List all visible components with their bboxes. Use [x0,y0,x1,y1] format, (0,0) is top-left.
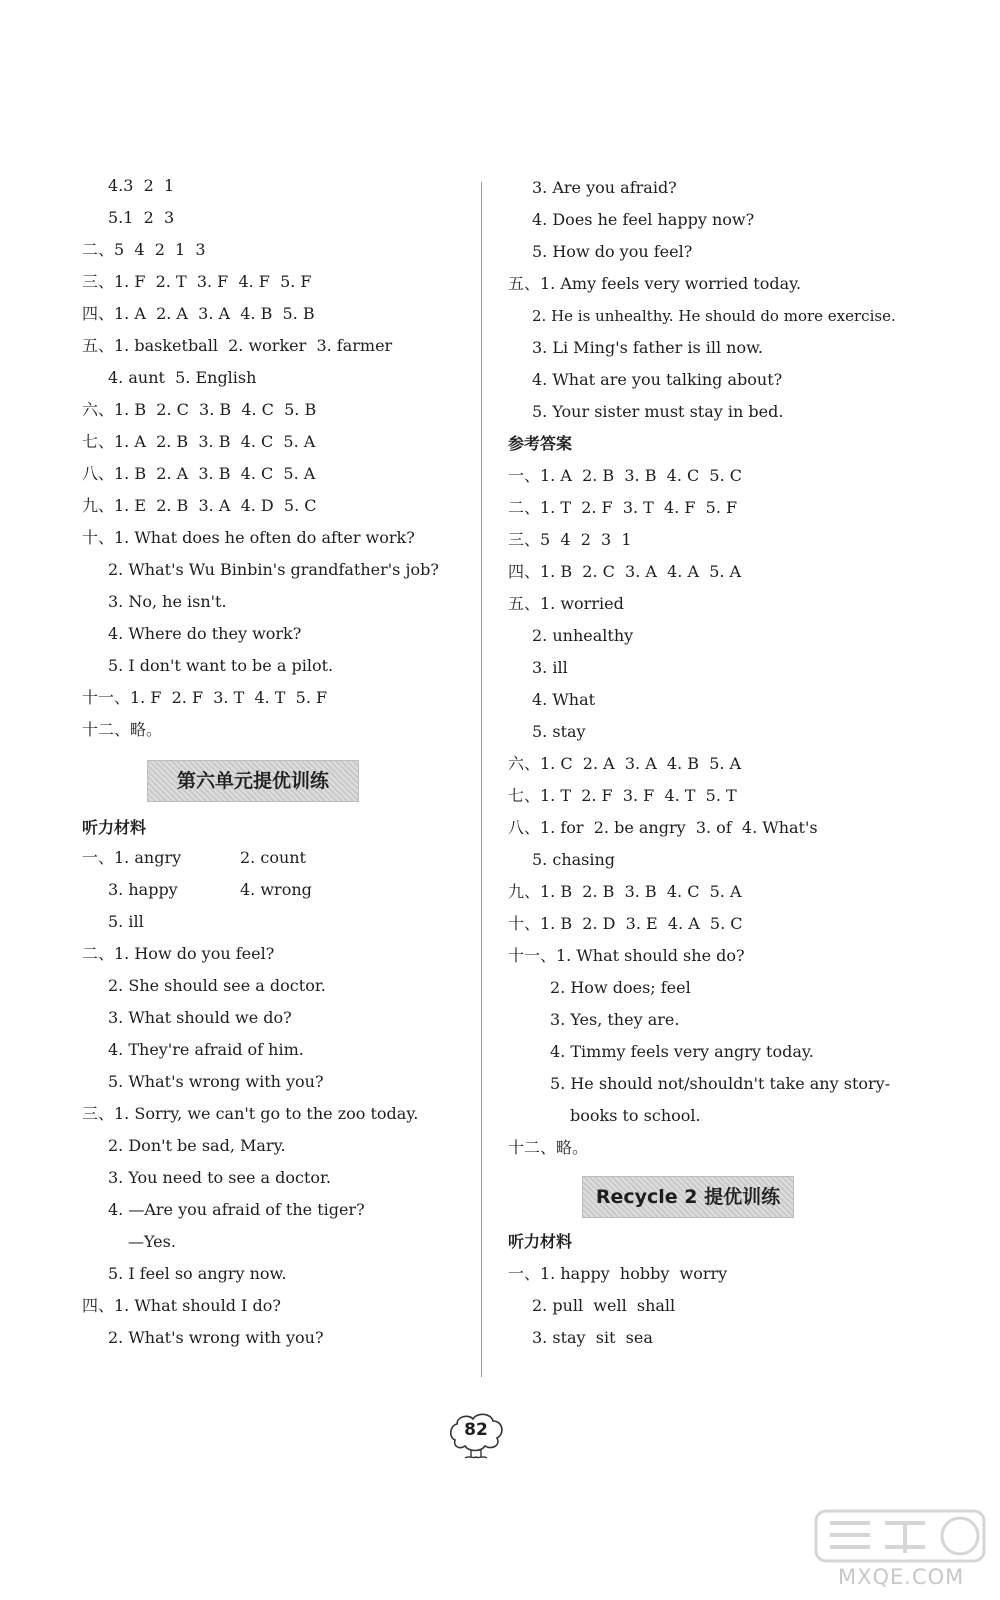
answer-line: 3. No, he isn't. [108,592,227,611]
answer-line: 5. I feel so angry now. [108,1264,287,1283]
answer-line: 2. What's Wu Binbin's grandfather's job? [108,560,439,579]
answer-line: 3. What should we do? [108,1008,292,1027]
answer-line: 六、1. B 2. C 3. B 4. C 5. B [82,400,317,419]
answer-line: 4. Does he feel happy now? [532,210,755,229]
answer-line: 2. He is unhealthy. He should do more exercise. [532,307,896,325]
answer-line: 九、1. E 2. B 3. A 4. D 5. C [82,496,317,515]
answer-line: 六、1. C 2. A 3. A 4. B 5. A [508,754,742,773]
answer-line: 5. How do you feel? [532,242,693,261]
answer-line: 三、5 4 2 3 1 [508,530,632,549]
answer-line: 八、1. for 2. be angry 3. of 4. What's [508,818,818,837]
answer-line: 5.1 2 3 [108,208,175,227]
answer-line: books to school. [570,1106,701,1125]
answer-line: 十二、略。 [508,1138,589,1157]
answer-line: 三、1. Sorry, we can't go to the zoo today. [82,1104,419,1123]
answer-line: 四、1. A 2. A 3. A 4. B 5. B [82,304,315,323]
answer-line: 5. Your sister must stay in bed. [532,402,784,421]
answer-line: 5. ill [108,912,144,931]
answer-line: 七、1. A 2. B 3. B 4. C 5. A [82,432,316,451]
answer-line: 3. Are you afraid? [532,178,677,197]
answer-line: 2. Don't be sad, Mary. [108,1136,286,1155]
answer-line: 2. How does; feel [550,978,691,997]
answer-line: 2. pull well shall [532,1296,676,1315]
answer-line: 十二、略。 [82,720,163,739]
answer-line: 4. What are you talking about? [532,370,783,389]
answer-line: 七、1. T 2. F 3. F 4. T 5. T [508,786,737,805]
answer-line: 4. Where do they work? [108,624,302,643]
watermark-text: MXQE.COM [838,1565,965,1589]
answer-line: 4. —Are you afraid of the tiger? [108,1200,365,1219]
section-heading: 听力材料 [508,1232,573,1251]
answer-line: 2. count [240,848,306,867]
answer-line: 5. chasing [532,850,616,869]
answer-line: 3. stay sit sea [532,1328,653,1347]
section-banner: 第六单元提优训练 [147,760,359,802]
column-divider [481,182,482,1377]
answer-line: 十、1. B 2. D 3. E 4. A 5. C [508,914,743,933]
section-banner: Recycle 2 提优训练 [582,1176,794,1218]
answer-line: 一、1. angry [82,848,182,867]
answer-line: 3. Li Ming's father is ill now. [532,338,763,357]
answer-line: 5. stay [532,722,586,741]
answer-line: 4. wrong [240,880,312,899]
answer-line: 二、1. T 2. F 3. T 4. F 5. F [508,498,738,517]
answer-line: 4. What [532,690,596,709]
answer-line: 3. happy [108,880,178,899]
answer-line: 一、1. A 2. B 3. B 4. C 5. C [508,466,743,485]
answer-line: 五、1. worried [508,594,624,613]
answer-line: 5. He should not/shouldn't take any story- [550,1074,891,1093]
answer-line: 5. What's wrong with you? [108,1072,324,1091]
answer-line: 十、1. What does he often do after work? [82,528,415,547]
answer-line: 4. They're afraid of him. [108,1040,304,1059]
answer-line: 五、1. Amy feels very worried today. [508,274,802,293]
answer-line: 三、1. F 2. T 3. F 4. F 5. F [82,272,312,291]
answer-line: 四、1. B 2. C 3. A 4. A 5. A [508,562,742,581]
page-number: 82 [464,1420,488,1440]
answer-line: 3. ill [532,658,568,677]
answer-line: 2. What's wrong with you? [108,1328,324,1347]
section-heading: 参考答案 [508,434,573,453]
answer-line: 3. Yes, they are. [550,1010,680,1029]
answer-line: 4. Timmy feels very angry today. [550,1042,814,1061]
answer-line: —Yes. [128,1232,176,1251]
answer-line: 4.3 2 1 [108,176,175,195]
answer-line: 五、1. basketball 2. worker 3. farmer [82,336,393,355]
answer-line: 2. She should see a doctor. [108,976,326,995]
answer-line: 九、1. B 2. B 3. B 4. C 5. A [508,882,742,901]
answer-line: 5. I don't want to be a pilot. [108,656,334,675]
section-heading: 听力材料 [82,818,147,837]
answer-line: 4. aunt 5. English [108,368,257,387]
answer-line: 十一、1. What should she do? [508,946,745,965]
answer-line: 3. You need to see a doctor. [108,1168,331,1187]
answer-line: 四、1. What should I do? [82,1296,281,1315]
answer-line: 二、1. How do you feel? [82,944,275,963]
answer-line: 二、5 4 2 1 3 [82,240,206,259]
answer-line: 一、1. happy hobby worry [508,1264,728,1283]
answer-line: 八、1. B 2. A 3. B 4. C 5. A [82,464,316,483]
answer-line: 十一、1. F 2. F 3. T 4. T 5. F [82,688,328,707]
answer-line: 2. unhealthy [532,626,634,645]
